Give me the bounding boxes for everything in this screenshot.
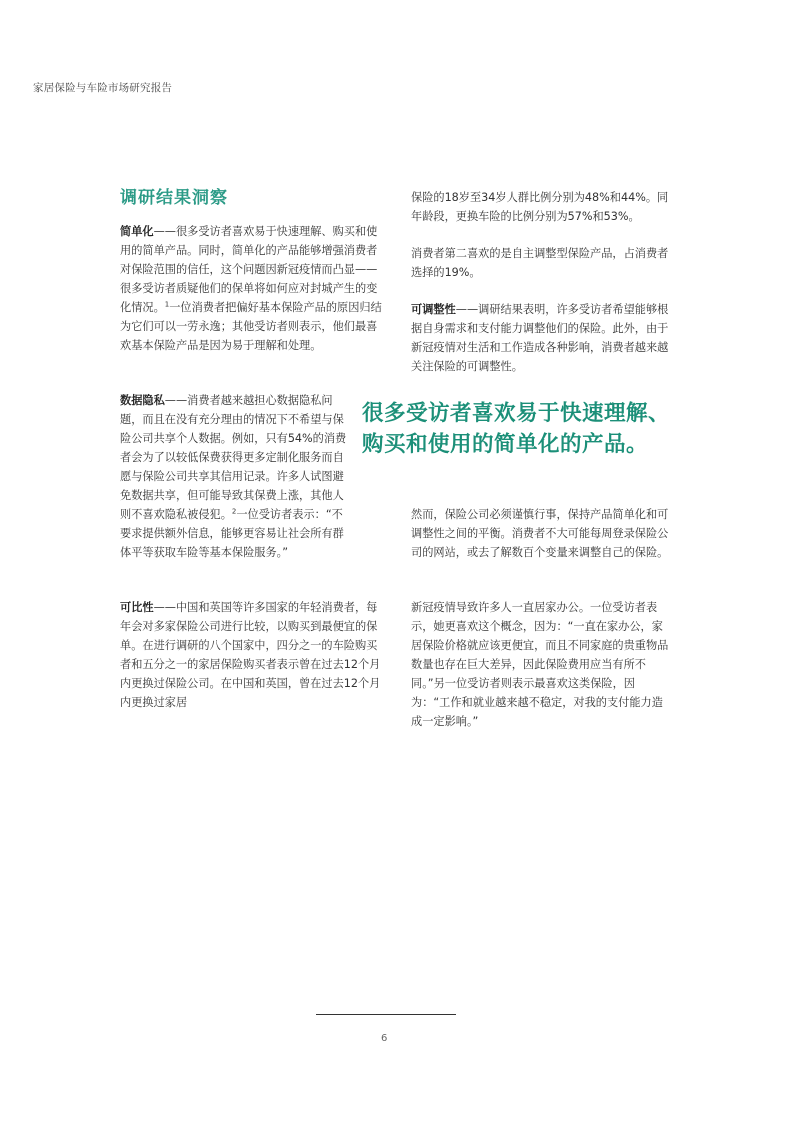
paragraph-balance: 然而，保险公司必须谨慎行事，保持产品简单化和可调整性之间的平衡。消费者不大可能每周登录保险公司的网站，或去了解数百个变量来调整自己的保险。 (411, 508, 669, 559)
text-adjustability: ——调研结果表明，许多受访者希望能够根据自身需求和支付能力调整他们的保险。此外，由于新冠疫情对生活和工作造成各种影响，消费者越来越关注保险的可调整性。 (411, 303, 669, 373)
term-adjustability: 可调整性 (411, 303, 456, 316)
paragraph-simplicity (120, 222, 382, 355)
term-privacy: 数据隐私 (120, 394, 165, 407)
paragraph-switch-stats: 保险的18岁至34岁人群比例分别为48%和44%。同年龄段，更换车险的比例分别为57%和53%。 (411, 191, 669, 223)
paragraph-privacy (120, 391, 348, 562)
paragraph-second-preference: 消费者第二喜欢的是自主调整型保险产品，占消费者选择的19%。 (411, 247, 669, 279)
term-comparability: 可比性 (120, 601, 154, 614)
pull-quote: 很多受访者喜欢易于快速理解、购买和使用的简单化的产品。 (362, 401, 671, 457)
footer-divider (316, 1014, 456, 1015)
text-privacy-2: 一位受访者表示：“不要求提供额外信息，能够更容易让社会所有群体平等获取车险等基本保险服务。” (120, 508, 344, 559)
term-simplicity: 简单化 (120, 225, 154, 238)
page-number: 6 (381, 1033, 388, 1044)
text-comparability: ——中国和英国等许多国家的年轻消费者，每年会对多家保险公司进行比较，以购买到最便宜的保单。在进行调研的八个国家中，四分之一的车险购买者和五分之一的家居保险购买者表示曾在过去12个月内更换过保险公司。在中国和英国，曾在过去12个月内更换过家居 (120, 601, 381, 709)
text-simplicity: ——很多受访者喜欢易于快速理解、购买和使用的简单产品。同时，简单化的产品能够增强消费者对保险范围的信任，这个问题因新冠疫情而凸显——很多受访者质疑他们的保单将如何应对封城产生的变化情况。 (120, 225, 378, 314)
footnote-ref-1: 1 (164, 300, 170, 309)
text-privacy: ——消费者越来越担心数据隐私问题，而且在没有充分理由的情况下不希望与保险公司共享个人数据。例如，只有54%的消费者会为了以较低保费获得更多定制化服务而自愿与保险公司共享其信用记录。许多人试图避免数据共享，但可能导致其保费上涨，其他人则不喜欢隐私被侵犯。 (120, 394, 347, 521)
paragraph-comparability (120, 598, 382, 712)
footnote-ref-2: 2 (231, 507, 237, 516)
text-simplicity-2: 一位消费者把偏好基本保险产品的原因归结为它们可以一劳永逸；其他受访者则表示，他们最喜欢基本保险产品是因为易于理解和处理。 (120, 301, 382, 352)
running-header: 家居保险与车险市场研究报告 (33, 82, 173, 94)
paragraph-remote-work: 新冠疫情导致许多人一直居家办公。一位受访者表示，她更喜欢这个概念，因为：“一直在家办公，家居保险价格就应该更便宜，而且不同家庭的贵重物品数量也存在巨大差异，因此保险费用应当有所不同。”另一位受访者则表示最喜欢这类保险，因为：“工作和就业越来越不稳定，对我的支付能力造成一定影响。” (411, 601, 669, 728)
paragraph-adjustability (411, 300, 673, 376)
section-title: 调研结果洞察 (120, 188, 228, 208)
